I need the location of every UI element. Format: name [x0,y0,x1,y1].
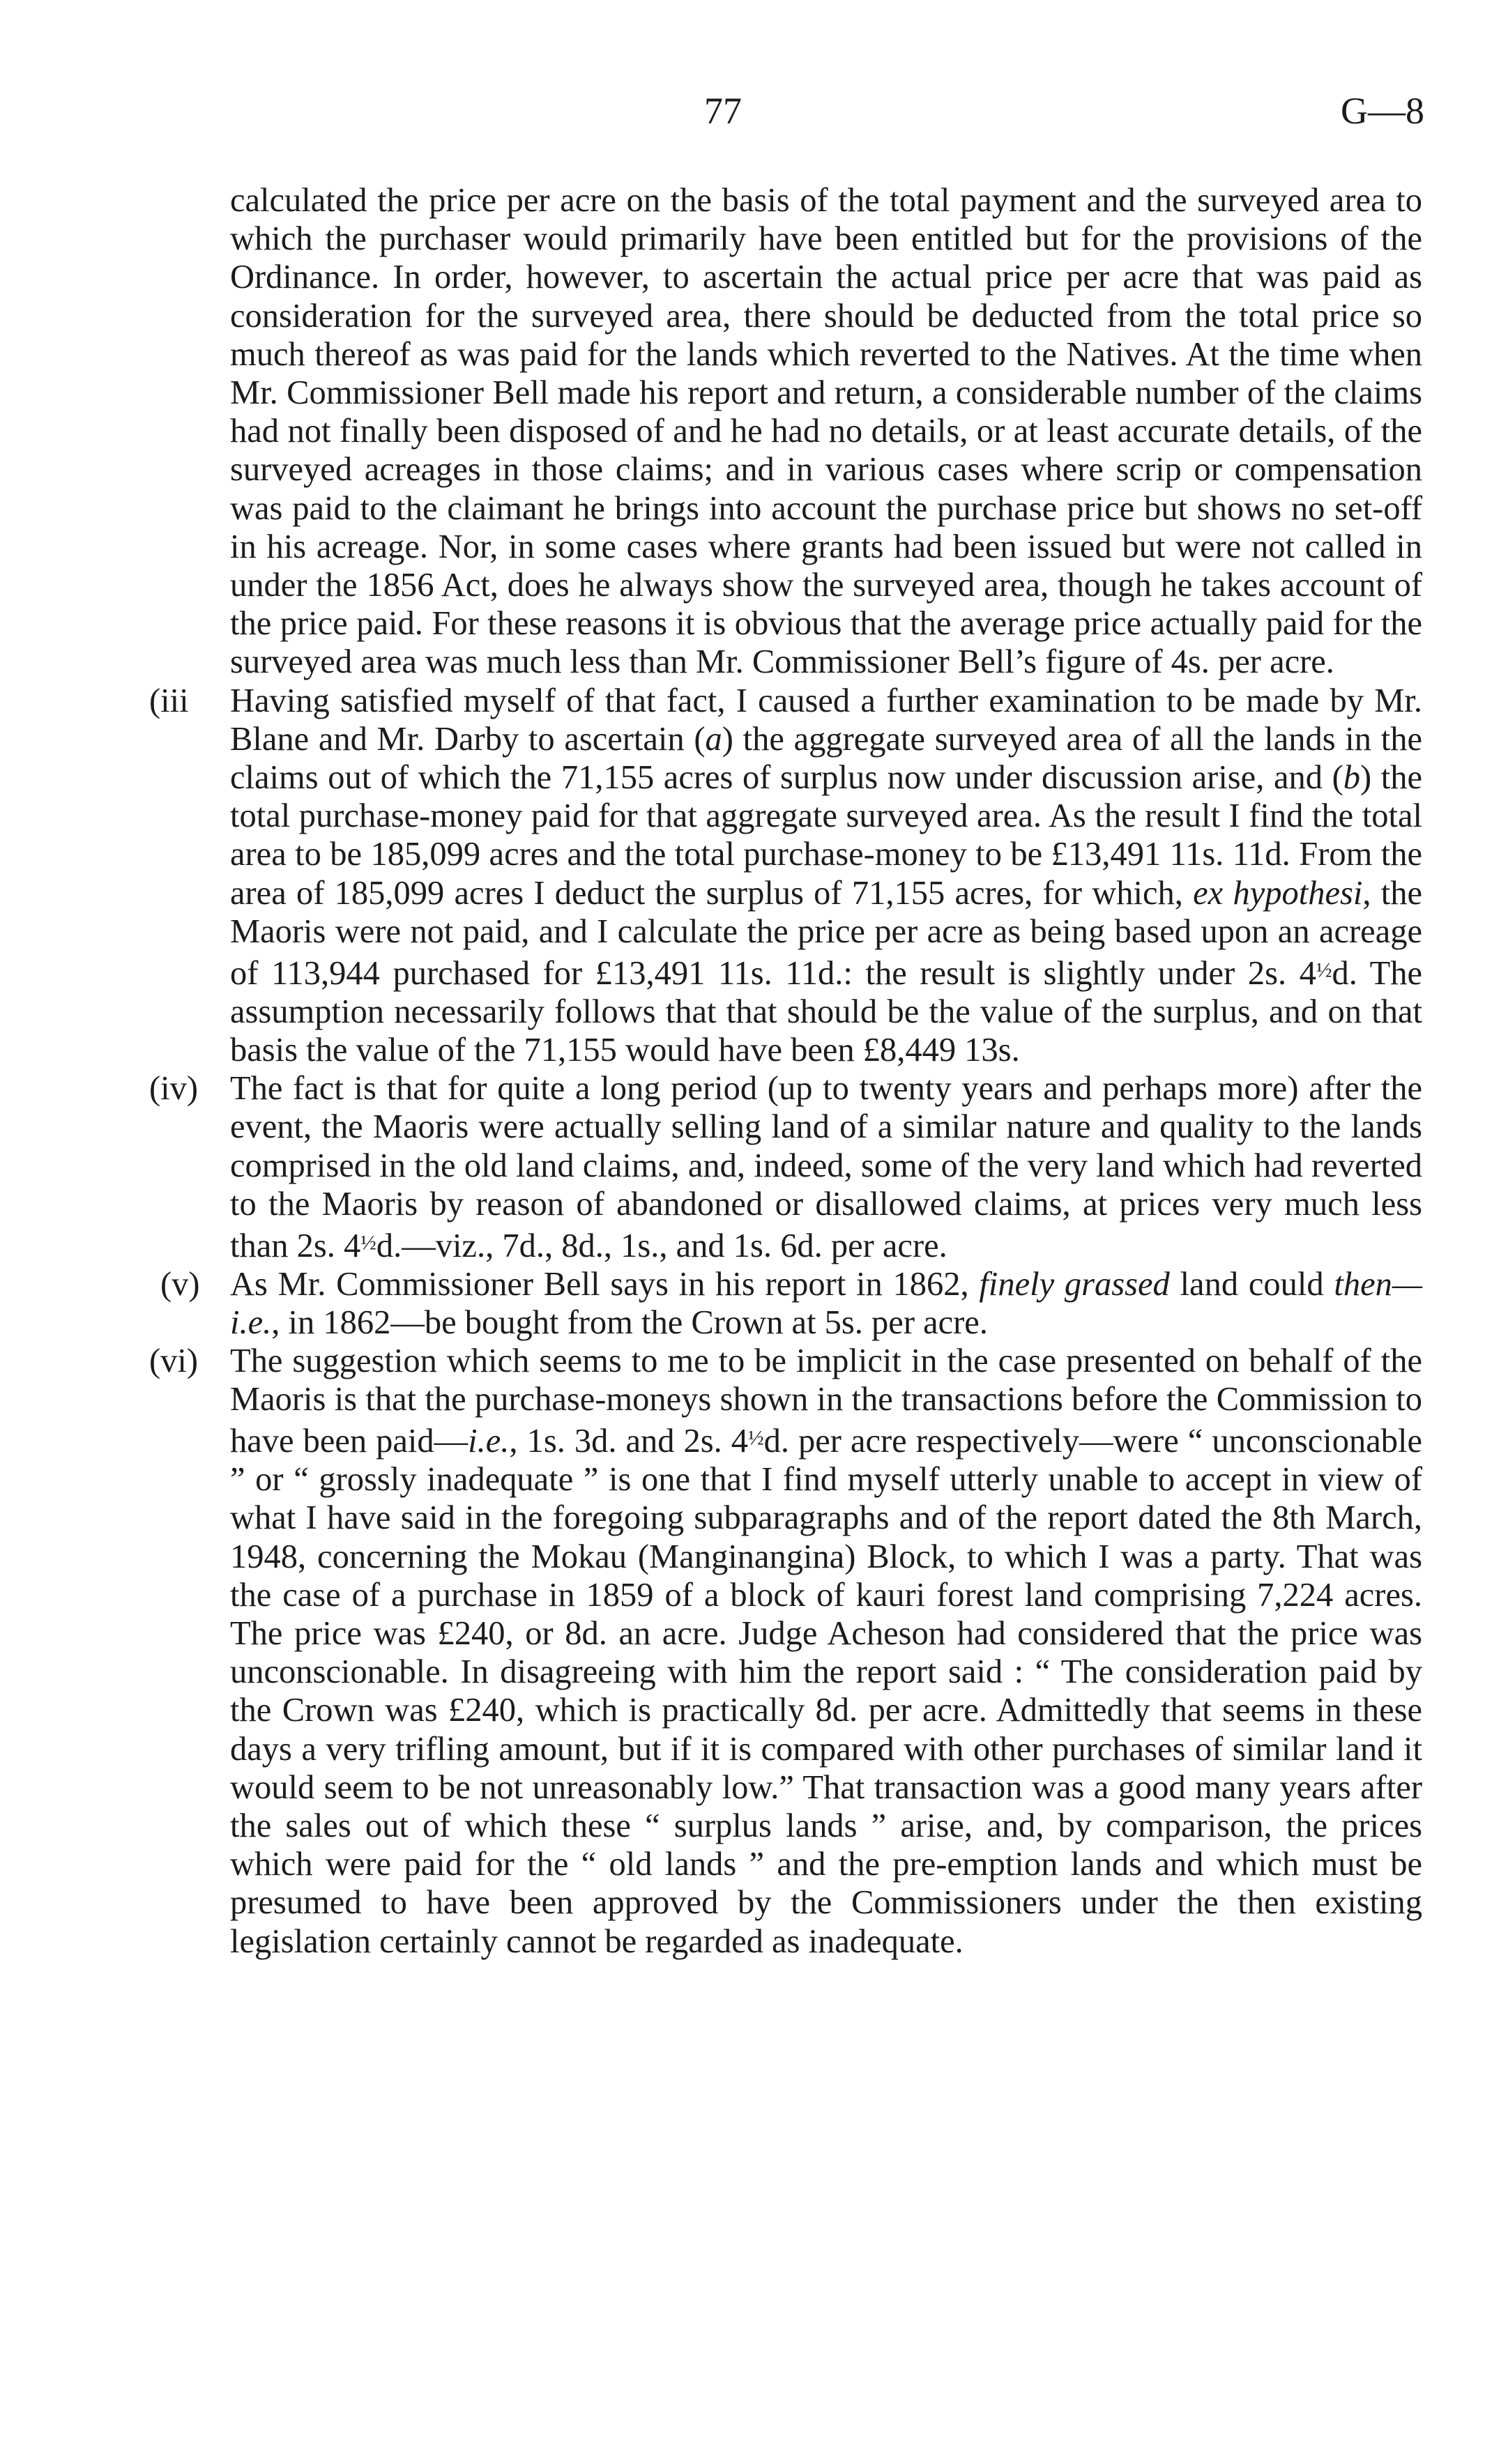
subparagraph-label: (vi) [149,1342,199,1380]
italic-text: a [705,720,722,758]
paragraph-text: The suggestion which seems to me to be implicit in the case presented on behalf of the Maoris is that the purchase-moneys shown in the transactions before the Commission to have been paid—i.e., 1s. 3d. and 2s. $4^{\frac{1}{2}}d$. per acre respectively—were “ unconscionable ” or “ grossly inadequate ” is one that I find myself utterly unable to accept in view of what I have said in the foregoing subparagraphs and of the report dated the 8th March, 1948, concerning the Mokau (Manginangina) Block, to which I was a party. That was the case of a purchase in 1859 of a block of kauri forest land comprising 7,224 acres. The price was £240, or 8d. an acre. Judge Acheson had considered that the price was unconscionable. In disagreeing with him the report said : “ The consideration paid by the Crown was £240, which is practically 8d. per acre. Admittedly that seems in these days a very trifling amount, but if it is compared with other purchases of similar land it would seem to be not unreasonably low.” That transaction was a good many years after the sales out of which these “ surplus lands ” arise, and, by comparison, the prices which were paid for the “ old lands ” and the pre-emption lands and which must be presumed to have been approved by the Commissioners under the then existing legislation certainly cannot be regarded as inadequate. [230,1342,1422,1960]
document-reference: G—8 [1341,90,1424,132]
paragraph-text: Having satisfied myself of that fact, I caused a further examination to be made by Mr. Blane and Mr. Darby to ascertain (a) the aggregate surveyed area of all the lands in the claims out of which the 71,155 acres of surplus now under discussion arise, and (b) the total purchase-money paid for that aggregate surveyed area. As the result I find the total area to be 185,099 acres and the total purchase-money to be £13,491 11s. 11d. From the area of 185,099 acres I deduct the surplus of 71,155 acres, for which, ex hypothesi, the Maoris were not paid, and I calculate the price per acre as being based upon an acreage of 113,944 purchased for £13,491 11s. 11d.: the result is slightly under 2s. $4^{\frac{1}{2}}d$. The assumption necessarily follows that that should be the value of the surplus, and on that basis the value of the 71,155 would have been £8,449 13s. [230,682,1423,1069]
subparagraph-v [160,1265,1422,1342]
paragraph-continuation [230,181,1422,682]
paragraph-text: The fact is that for quite a long period (up to twenty years and perhaps more) after the event, the Maoris were actually selling land of a similar nature and quality to the lands comprised in the old land claims, and, indeed, some of the very land which had reverted to the Maoris by reason of abandoned or disallowed claims, at prices very much less than 2s. $4^{\frac{1}{2}}d.—viz$., 7d., 8d., 1s., and 1s. 6d. per acre. [230,1070,1422,1264]
subparagraph-iv [149,1069,1422,1265]
page-header [0,89,1508,138]
paragraph-text: calculated the price per acre on the basis of the total payment and the surveyed area to which the purchaser would primarily have been entitled but for the provisions of the Ordinance. In order, however, to ascertain the actual price per acre that was paid as consideration for the surveyed area, there should be deducted from the total price so much thereof as was paid for the lands which reverted to the Natives. At the time when Mr. Commissioner Bell made his report and return, a considerable number of the claims had not finally been disposed of and he had no details, or at least accurate details, of the surveyed acreages in those claims; and in various cases where scrip or compensation was paid to the claimant he brings into account the purchase price but shows no set-off in his acreage. Nor, in some cases where grants had been issued but were not called in under the 1856 Act, does he always show the surveyed area, though he takes account of the price paid. For these reasons it is obvious that the average price actually paid for the surveyed area was much less than Mr. Commissioner Bell’s figure of 4s. per acre. [230,182,1422,681]
italic-text: ex hypothesi [1193,874,1363,912]
paragraph-text: As Mr. Commissioner Bell says in his report in 1862, finely grassed land could then—i.e., in 1862—be bought from the Crown at 5s. per acre. [230,1265,1422,1341]
italic-text: finely grassed [979,1265,1170,1303]
fraction: ½ [360,1230,376,1254]
fraction: ½ [1316,958,1332,982]
page-number: 77 [704,90,742,132]
italic-text: b [1343,759,1360,797]
subparagraph-label: (iii [149,682,189,719]
fraction: ½ [748,1425,764,1450]
italic-text: then—i.e. [230,1265,1422,1341]
subparagraph-vi [149,1342,1422,1961]
subparagraph-label: (iv) [149,1070,199,1108]
subparagraph-iii [149,682,1423,1070]
italic-text: i.e. [468,1423,510,1460]
subparagraph-label: (v) [160,1265,200,1303]
document-body [149,181,1423,1961]
